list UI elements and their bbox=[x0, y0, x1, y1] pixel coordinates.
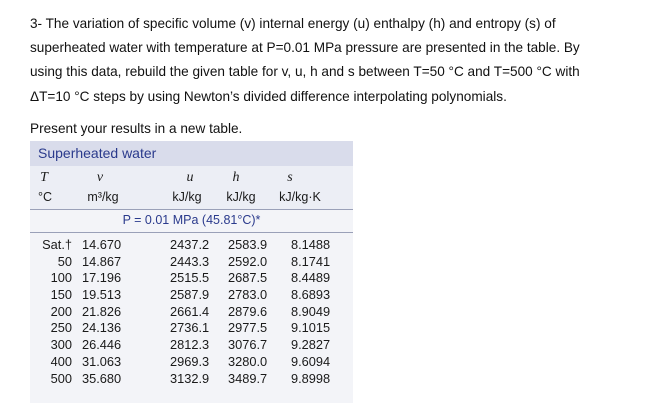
table-row bbox=[30, 354, 353, 371]
header-symbol-v: v bbox=[96, 170, 104, 185]
cell-v: 26.446 bbox=[82, 337, 122, 353]
cell-h: 2583.9 bbox=[228, 237, 268, 252]
cell-v: 21.826 bbox=[82, 303, 122, 319]
problem-statement bbox=[30, 12, 630, 141]
header-rule bbox=[30, 209, 353, 210]
cell-h: 3076.7 bbox=[228, 337, 268, 353]
pressure-rule bbox=[30, 232, 353, 233]
cell-t: 50 bbox=[57, 253, 72, 269]
problem-line: using this data, rebuild the given table for v, u, h and s between T=50 °C and T=500 °C with bbox=[30, 64, 580, 80]
table-row bbox=[30, 304, 353, 321]
table-row bbox=[30, 371, 353, 388]
cell-v: 35.680 bbox=[82, 370, 122, 386]
cell-h: 2879.6 bbox=[228, 303, 268, 319]
header-symbol-u: u bbox=[186, 170, 194, 185]
cell-v: 14.867 bbox=[82, 253, 122, 269]
table-row bbox=[30, 337, 353, 354]
cell-s: 9.8998 bbox=[291, 370, 331, 386]
cell-s: 8.1488 bbox=[291, 237, 331, 252]
cell-s: 9.6094 bbox=[291, 353, 331, 369]
problem-line: ΔT=10 °C steps by using Newton’s divided difference interpolating polynomials. bbox=[30, 88, 507, 104]
cell-u: 2661.4 bbox=[170, 303, 210, 319]
table-row bbox=[30, 254, 353, 271]
cell-s: 8.4489 bbox=[291, 270, 331, 286]
cell-v: 19.513 bbox=[82, 287, 122, 303]
cell-v: 31.063 bbox=[82, 353, 122, 369]
cell-t: 200 bbox=[50, 303, 72, 319]
cell-t: 300 bbox=[50, 337, 72, 353]
cell-v: 14.670 bbox=[82, 237, 122, 252]
cell-u: 2587.9 bbox=[170, 287, 210, 303]
cell-h: 3280.0 bbox=[228, 353, 268, 369]
table-title: Superheated water bbox=[30, 141, 353, 166]
header-symbol-t: T bbox=[40, 170, 48, 185]
cell-u: 2736.1 bbox=[170, 320, 210, 336]
header-unit-u: kJ/kg bbox=[172, 190, 202, 204]
table-row bbox=[30, 287, 353, 304]
cell-h: 2592.0 bbox=[228, 253, 268, 269]
header-unit-s: kJ/kg·K bbox=[279, 190, 321, 204]
pressure-line: P = 0.01 MPa (45.81°C)* bbox=[122, 213, 261, 227]
header-symbol-s: s bbox=[287, 170, 293, 185]
cell-s: 9.2827 bbox=[291, 337, 331, 353]
cell-s: 8.6893 bbox=[291, 287, 331, 303]
problem-line: superheated water with temperature at P=0.01 MPa pressure are presented in the table. By bbox=[30, 40, 580, 56]
cell-t: 150 bbox=[50, 287, 72, 303]
cell-s: 9.1015 bbox=[291, 320, 331, 336]
cell-u: 2443.3 bbox=[170, 253, 210, 269]
cell-v: 17.196 bbox=[82, 270, 122, 286]
cell-h: 2687.5 bbox=[228, 270, 268, 286]
table-row bbox=[30, 237, 353, 254]
cell-u: 2812.3 bbox=[170, 337, 210, 353]
superheated-water-table bbox=[30, 141, 353, 403]
cell-u: 3132.9 bbox=[170, 370, 210, 386]
problem-line: 3- The variation of specific volume (v) internal energy (u) enthalpy (h) and entropy (s) of bbox=[30, 16, 556, 31]
header-unit-t: °C bbox=[37, 190, 53, 204]
cell-t: 100 bbox=[50, 270, 72, 286]
cell-t: 400 bbox=[50, 353, 72, 369]
cell-h: 3489.7 bbox=[228, 370, 268, 386]
cell-h: 2977.5 bbox=[228, 320, 268, 336]
cell-u: 2437.2 bbox=[170, 237, 210, 252]
cell-u: 2515.5 bbox=[170, 270, 210, 286]
cell-u: 2969.3 bbox=[170, 353, 210, 369]
cell-t: 250 bbox=[50, 320, 72, 336]
cell-t: 500 bbox=[50, 370, 72, 386]
table-header bbox=[30, 166, 353, 209]
header-unit-v: m³/kg bbox=[87, 190, 119, 204]
cell-t: Sat.† bbox=[42, 237, 72, 252]
table-body bbox=[30, 237, 353, 387]
header-unit-h: kJ/kg bbox=[226, 190, 256, 204]
header-symbol-h: h bbox=[232, 170, 240, 185]
cell-h: 2783.0 bbox=[228, 287, 268, 303]
instruction-line: Present your results in a new table. bbox=[30, 120, 243, 136]
table-row bbox=[30, 320, 353, 337]
cell-s: 8.9049 bbox=[291, 303, 331, 319]
cell-v: 24.136 bbox=[82, 320, 122, 336]
table-row bbox=[30, 270, 353, 287]
cell-s: 8.1741 bbox=[291, 253, 331, 269]
